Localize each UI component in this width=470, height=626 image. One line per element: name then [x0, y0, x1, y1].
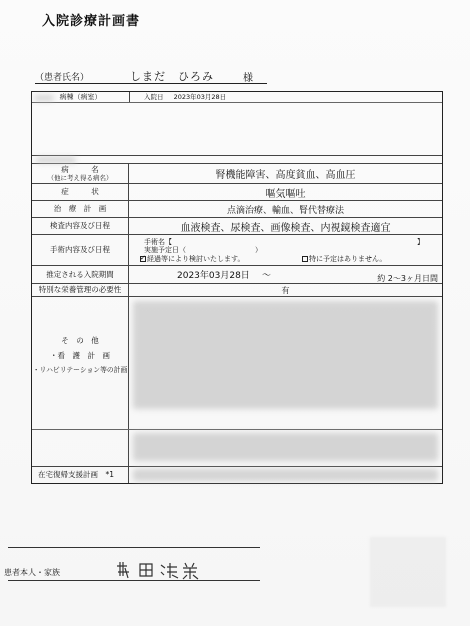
redaction-home-plan [133, 469, 438, 481]
disease-value: 腎機能障害、高度貧血、高血圧 [215, 170, 356, 181]
surgery-option-none[interactable] [302, 254, 386, 264]
disease-label [32, 164, 129, 183]
symptom-row [32, 184, 442, 201]
redaction-ward [34, 95, 54, 101]
other-label-3: ・リハビリテーション等の計画 [32, 366, 128, 374]
surgery-name-label: 手術名【 [144, 238, 172, 246]
signature-label: 患者本人・家族 [4, 568, 60, 577]
period-value [132, 266, 442, 283]
ward-header-line [32, 102, 442, 103]
treatment-row [32, 201, 442, 218]
other-label-2: ・看 護 計 画 [50, 351, 110, 360]
staff-row [32, 156, 442, 164]
admission-date-value: 2023年03月28日 [173, 93, 227, 101]
redaction-staff [36, 157, 76, 163]
signature-bottom-line [8, 580, 260, 581]
honorific: 様 [243, 73, 253, 84]
ward-label: 病棟（病室） [59, 93, 102, 101]
other-label-1: そ の 他 [61, 336, 99, 345]
exam-value: 血液検査、尿検査、画像検査、内視鏡検査適宜 [180, 222, 391, 234]
disease-label-sub: （他に考え得る病名） [47, 174, 113, 183]
handwritten-signature [115, 558, 215, 582]
nutrition-value: 有 [281, 285, 290, 295]
surgery-option-review-label: 経過等により検討いたします。 [147, 255, 245, 263]
ward-row [32, 92, 442, 156]
plan-table [31, 91, 443, 484]
surgery-details [132, 237, 438, 263]
admission-date [144, 92, 226, 102]
nutrition-label: 特別な栄養管理の必要性 [32, 284, 129, 296]
checkbox-empty-icon[interactable] [302, 256, 308, 262]
period-row [32, 266, 442, 284]
surgery-option-none-label: 特に予定はありません。 [309, 255, 387, 263]
surgery-row [32, 235, 442, 266]
period-estimate: 約 2～3ヶ月日間 [377, 274, 438, 283]
treatment-label: 治 療 計 画 [32, 201, 129, 217]
signature-top-line [8, 547, 260, 548]
disease-row [32, 164, 442, 184]
redaction-rehab-plan [133, 433, 438, 461]
disease-label-main: 病 名 [61, 164, 99, 174]
patient-name-underline [35, 83, 267, 84]
admission-date-label: 入院日 [144, 93, 164, 101]
redaction-stamp [370, 537, 446, 607]
exam-row [32, 218, 442, 235]
symptom-label: 症 状 [32, 184, 129, 200]
period-label: 推定される入院期間 [32, 266, 129, 283]
surgery-option-review[interactable] [140, 254, 244, 264]
other-divider [32, 429, 442, 430]
other-plans-label [32, 297, 129, 466]
period-tilde: ～ [262, 271, 272, 281]
surgery-label: 手術内容及び日程 [32, 235, 129, 265]
exam-label: 検査内容及び日程 [32, 218, 129, 234]
redaction-nursing-plan [133, 301, 438, 409]
document-title: 入院診療計画書 [42, 14, 141, 29]
checkbox-checked-icon[interactable] [140, 256, 146, 262]
nutrition-row [32, 284, 442, 297]
surgery-date-close: ） [255, 246, 262, 254]
other-plans-row [32, 297, 442, 467]
surgery-date-label: 実施予定日（ [144, 246, 186, 254]
patient-name: しまだ ひろみ [130, 70, 214, 83]
symptom-value: 嘔気嘔吐 [265, 188, 306, 200]
patient-name-row [35, 66, 275, 84]
home-plan-row [32, 467, 442, 483]
surgery-name-close: 】 [417, 238, 424, 246]
patient-name-label: （患者氏名） [35, 73, 90, 83]
period-start: 2023年03月28日 [177, 271, 250, 281]
treatment-value: 点滴治療、輸血、腎代替療法 [226, 205, 344, 216]
home-plan-label: 在宅復帰支援計画 *1 [32, 467, 129, 483]
ward-divider [129, 92, 130, 102]
